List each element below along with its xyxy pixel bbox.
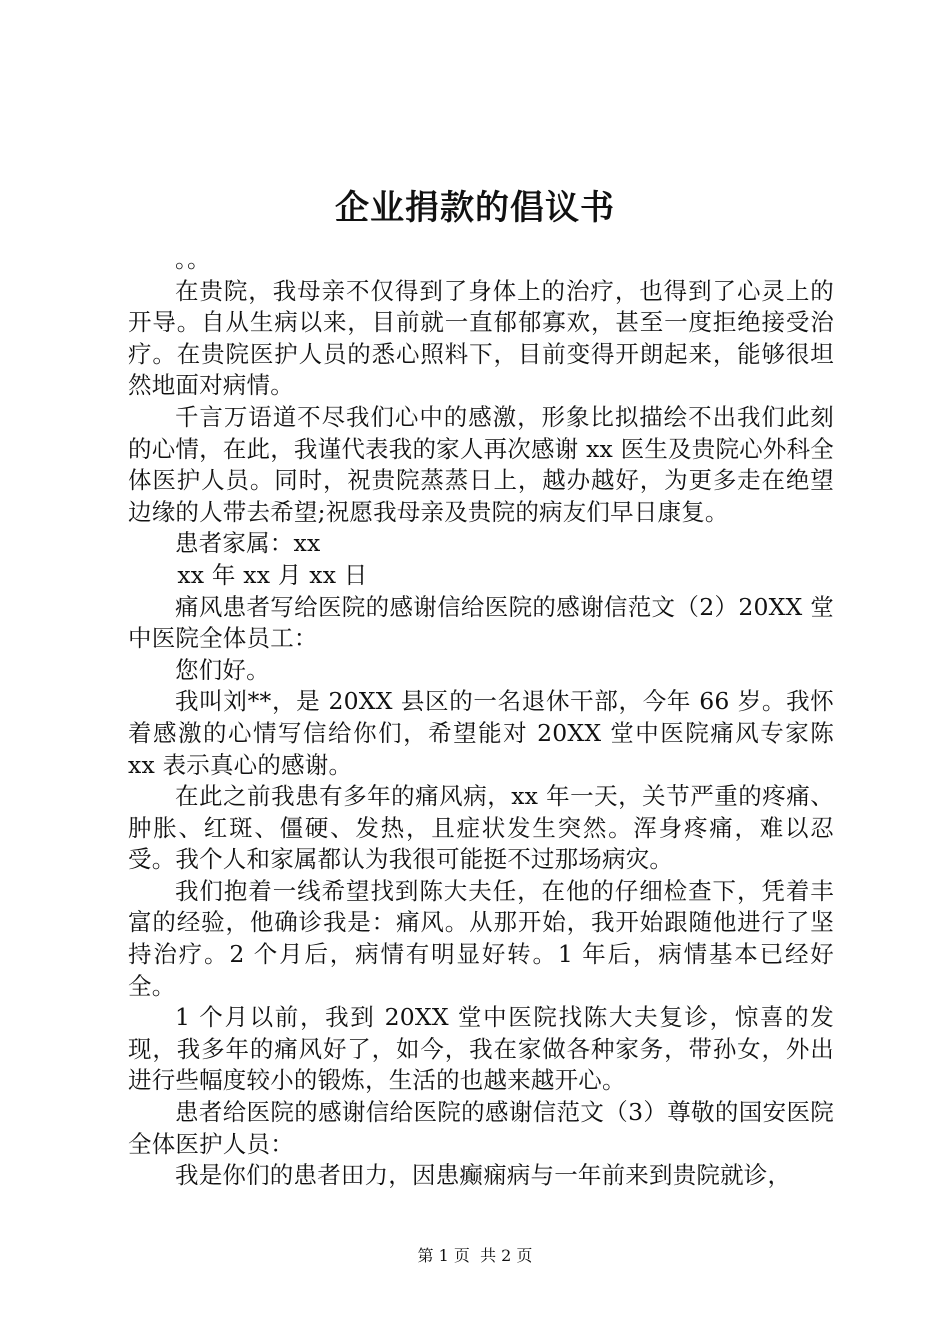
- paragraph: 痛风患者写给医院的感谢信给医院的感谢信范文（2）20XX 堂中医院全体员工：: [128, 592, 834, 653]
- paragraph: 千言万语道不尽我们心中的感激，形象比拟描绘不出我们此刻的心情，在此，我谨代表我的家人再次感谢 xx 医生及贵院心外科全体医护人员。同时，祝贵院蒸蒸日上，越办越好，为更多走在绝望边缘的人带去希望;祝愿我母亲及贵院的病友们早日康复。: [128, 402, 834, 526]
- paragraph: 在此之前我患有多年的痛风病，xx 年一天，关节严重的疼痛、肿胀、红斑、僵硬、发热，且症状发生突然。浑身疼痛，难以忍受。我个人和家属都认为我很可能挺不过那场病灾。: [128, 782, 834, 874]
- paragraph: 在贵院，我母亲不仅得到了身体上的治疗，也得到了心灵上的开导。自从生病以来，目前就一直郁郁寡欢，甚至一度拒绝接受治疗。在贵院医护人员的悉心照料下，目前变得开朗起来，能够很坦然地面对病情。: [128, 276, 834, 400]
- page-footer: [0, 1244, 950, 1268]
- page-total: 共 2 页: [480, 1246, 533, 1265]
- document-title: 企业捐款的倡议书: [335, 188, 615, 228]
- paragraph: 我叫刘**，是 20XX 县区的一名退休干部，今年 66 岁。我怀着感激的心情写信给你们，希望能对 20XX 堂中医院痛风专家陈 xx 表示真心的感谢。: [128, 687, 834, 779]
- paragraph: 1 个月以前，我到 20XX 堂中医院找陈大夫复诊，惊喜的发现，我多年的痛风好了，如今，我在家做各种家务，带孙女，外出进行些幅度较小的锻炼，生活的也越来越开心。: [128, 1003, 834, 1095]
- document-body: [128, 244, 834, 1192]
- paragraph: 。。: [175, 245, 211, 273]
- signature-line: 患者家属：xx: [175, 529, 321, 558]
- paragraph: 患者给医院的感谢信给医院的感谢信范文（3）尊敬的国安医院全体医护人员：: [128, 1098, 834, 1158]
- paragraph: 我们抱着一线希望找到陈大夫任，在他的仔细检查下，凭着丰富的经验，他确诊我是：痛风。从那开始，我开始跟随他进行了坚持治疗。2 个月后，病情有明显好转。1 年后，病情基本已经好全。: [128, 876, 834, 1000]
- date-line: xx 年 xx 月 xx 日: [177, 560, 368, 589]
- greeting-line: 您们好。: [175, 655, 270, 684]
- paragraph: 我是你们的患者田力，因患癫痫病与一年前来到贵院就诊，: [175, 1161, 792, 1190]
- page-number: 第 1 页: [417, 1246, 470, 1265]
